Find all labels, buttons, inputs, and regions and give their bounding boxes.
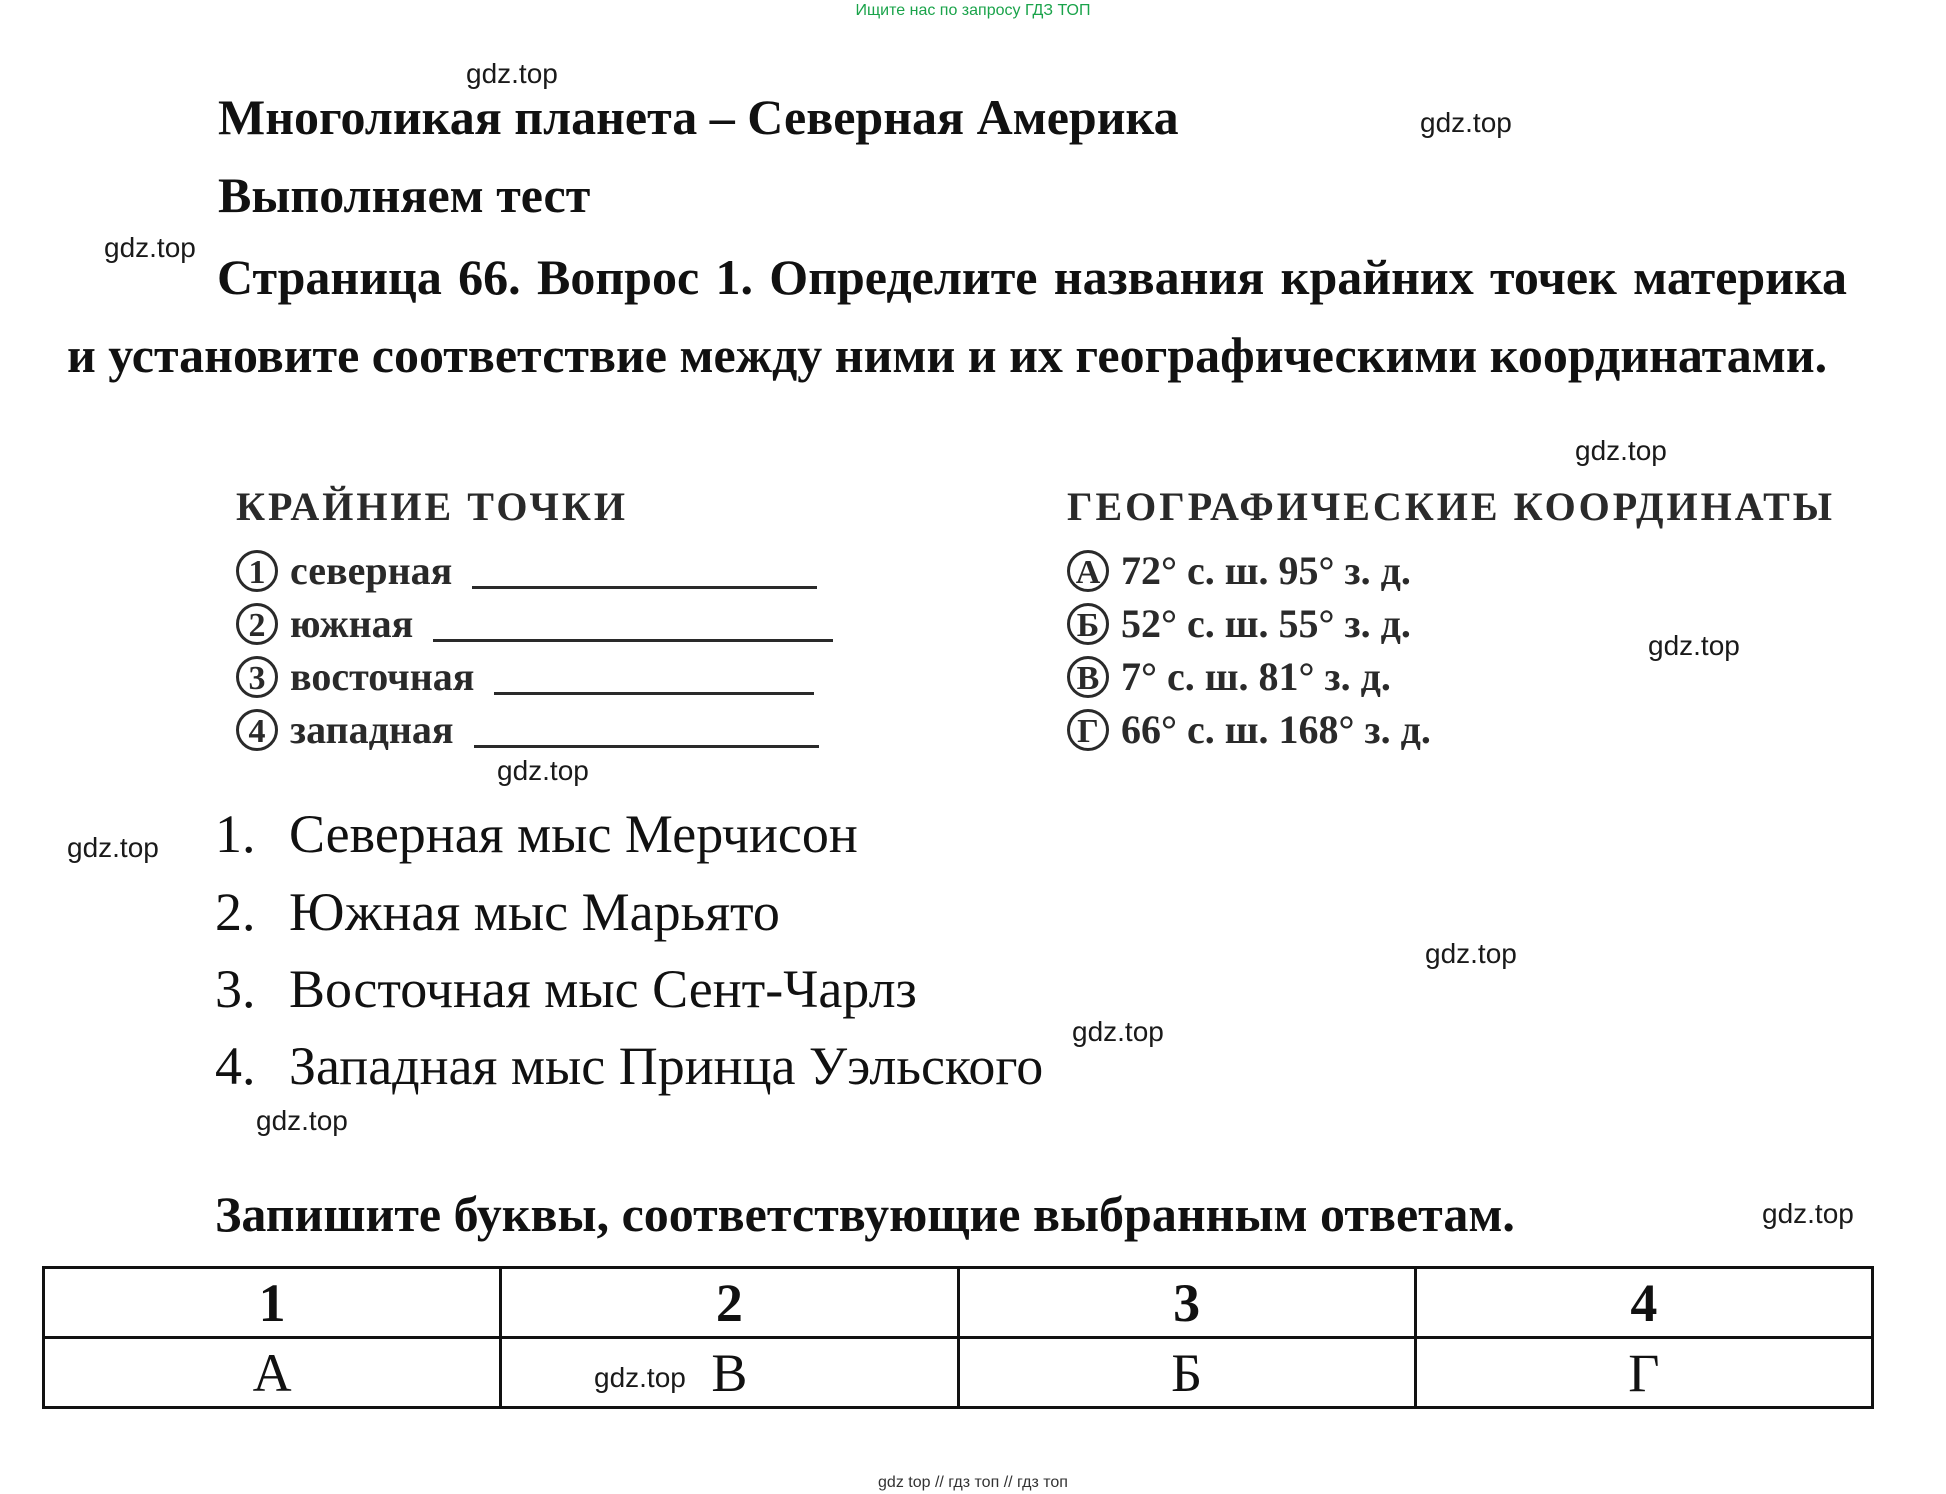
answer-blank — [474, 711, 819, 748]
watermark: gdz.top — [497, 755, 589, 786]
coordinate-row-g — [1067, 706, 1431, 753]
answer-text: Северная мыс Мерчисон — [289, 804, 858, 864]
watermark: gdz.top — [1575, 435, 1667, 466]
answer-blank — [433, 605, 833, 642]
question-text — [67, 238, 1847, 394]
answer-number: 3. — [215, 959, 256, 1019]
answer-blank — [472, 552, 817, 589]
marker-b: Б — [1067, 603, 1109, 645]
answer-item-4 — [215, 1035, 1043, 1097]
question-body: Страница 66. Вопрос 1. Определите названия крайних точек материка и установите соответствие между ними и их географическими координатами. — [67, 249, 1847, 383]
table-cell: Б — [958, 1338, 1415, 1408]
watermark: gdz.top — [1420, 107, 1512, 138]
point-row-4 — [236, 706, 819, 753]
marker-3: 3 — [236, 656, 278, 698]
answer-text: Западная мыс Принца Уэльского — [289, 1036, 1044, 1096]
point-row-1 — [236, 547, 817, 594]
coordinate-value: 7° с. ш. 81° з. д. — [1121, 654, 1391, 699]
watermark: gdz.top — [1425, 938, 1517, 969]
top-banner: Ищите нас по запросу ГДЗ ТОП — [855, 2, 1091, 19]
table-cell: Г — [1415, 1338, 1872, 1408]
marker-g: Г — [1067, 709, 1109, 751]
coordinates-heading: ГЕОГРАФИЧЕСКИЕ КООРДИНАТЫ — [1067, 484, 1836, 529]
coordinate-value: 66° с. ш. 168° з. д. — [1121, 707, 1431, 752]
answer-item-3 — [215, 958, 917, 1020]
watermark: gdz.top — [67, 832, 159, 863]
marker-a: А — [1067, 550, 1109, 592]
point-label: западная — [290, 707, 454, 752]
marker-2: 2 — [236, 603, 278, 645]
table-row — [44, 1338, 1873, 1408]
table-header-cell: 3 — [958, 1268, 1415, 1338]
answer-number: 2. — [215, 882, 256, 942]
table-header-cell: 2 — [501, 1268, 958, 1338]
watermark: gdz.top — [466, 58, 558, 89]
marker-4: 4 — [236, 709, 278, 751]
watermark: gdz.top — [256, 1105, 348, 1136]
watermark: gdz.top — [1072, 1016, 1164, 1047]
point-row-2 — [236, 600, 833, 647]
extreme-points-heading: КРАЙНИЕ ТОЧКИ — [236, 484, 628, 529]
point-label: южная — [290, 601, 414, 646]
answer-number: 1. — [215, 804, 256, 864]
watermark: gdz.top — [594, 1362, 686, 1393]
answer-text: Восточная мыс Сент-Чарлз — [289, 959, 917, 1019]
watermark: gdz.top — [1648, 630, 1740, 661]
answer-number: 4. — [215, 1036, 256, 1096]
watermark: gdz.top — [1762, 1198, 1854, 1229]
instruction-text: Запишите буквы, соответствующие выбранным ответам. — [215, 1186, 1515, 1242]
coordinate-row-b — [1067, 600, 1411, 647]
table-cell: В — [501, 1338, 958, 1408]
coordinate-value: 52° с. ш. 55° з. д. — [1121, 601, 1411, 646]
table-header-row — [44, 1268, 1873, 1338]
answer-text: Южная мыс Марьято — [289, 882, 780, 942]
coordinate-row-v — [1067, 653, 1391, 700]
table-header-cell: 4 — [1415, 1268, 1872, 1338]
page-subtitle: Выполняем тест — [218, 167, 591, 223]
point-label: северная — [290, 548, 453, 593]
coordinate-value: 72° с. ш. 95° з. д. — [1121, 548, 1411, 593]
marker-1: 1 — [236, 550, 278, 592]
answer-table — [42, 1266, 1874, 1409]
coordinate-row-a — [1067, 547, 1411, 594]
point-label: восточная — [290, 654, 475, 699]
bottom-banner: gdz top // гдз топ // гдз топ — [878, 1474, 1068, 1491]
watermark: gdz.top — [104, 232, 196, 263]
table-header-cell: 1 — [44, 1268, 501, 1338]
marker-v: В — [1067, 656, 1109, 698]
table-cell: А — [44, 1338, 501, 1408]
point-row-3 — [236, 653, 814, 700]
page-title: Многоликая планета – Северная Америка — [218, 89, 1179, 145]
answer-blank — [494, 658, 814, 695]
answer-item-1 — [215, 803, 858, 865]
answer-item-2 — [215, 881, 780, 943]
